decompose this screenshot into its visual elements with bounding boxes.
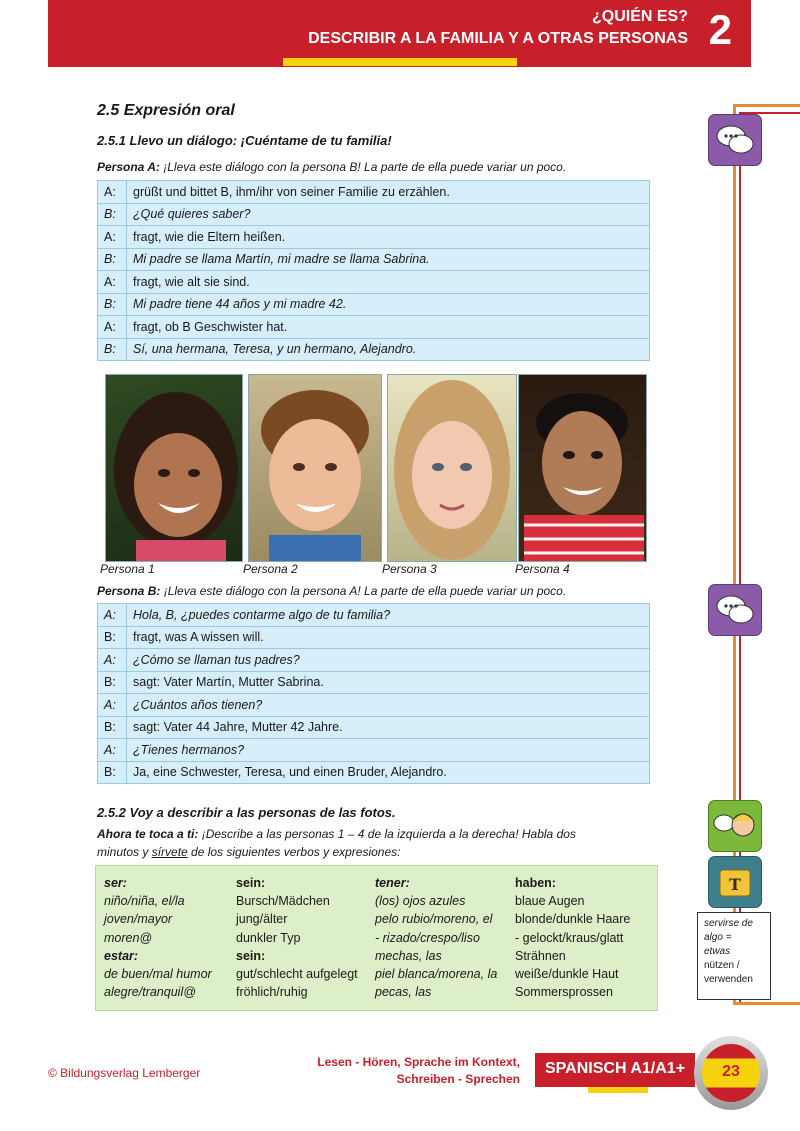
dialog-row [98, 626, 650, 649]
photo-caption: Persona 4 [515, 562, 570, 576]
dialog-line: ¿Qué quieres saber? [127, 203, 650, 226]
speaker: A: [98, 316, 127, 339]
speaker: B: [98, 671, 127, 694]
vocab-verb: ser: [104, 876, 127, 890]
vocab-item: blonde/dunkle Haare [515, 912, 631, 927]
speaker: A: [98, 181, 127, 204]
task-instruction-line2 [97, 845, 401, 859]
subsection-heading-2: 2.5.2 Voy a describir a las personas de las fotos. [97, 805, 396, 820]
subsection-heading-1: 2.5.1 Llevo un diálogo: ¡Cuéntame de tu familia! [97, 133, 392, 148]
dialog-line: fragt, wie alt sie sind. [127, 271, 650, 294]
copyright: © Bildungsverlag Lemberger [48, 1066, 201, 1080]
dialog-row [98, 293, 650, 316]
portrait-man-image [519, 375, 646, 561]
vocab-item: pecas, las [375, 985, 432, 1000]
intro-persona-b [97, 584, 566, 598]
portrait-teen-girl-image [388, 375, 516, 561]
dialog-line: grüßt und bittet B, ihm/ihr von seiner Familie zu erzählen. [127, 181, 650, 204]
vocab-verb: haben: [515, 876, 556, 890]
dialog-line: Ja, eine Schwester, Teresa, und einen Bruder, Alejandro. [127, 761, 650, 784]
dialog-line: sagt: Vater Martín, Mutter Sabrina. [127, 671, 650, 694]
dialog-row [98, 203, 650, 226]
vocab-column-spanish-1 [104, 874, 212, 1001]
note-line: algo = [704, 932, 732, 943]
dialog-row [98, 739, 650, 762]
dialog-row [98, 181, 650, 204]
dialog-line: Mi padre se llama Martín, mi madre se llama Sabrina. [127, 248, 650, 271]
dialog-line: fragt, was A wissen will. [127, 626, 650, 649]
dialog-row [98, 694, 650, 717]
dialog-row [98, 338, 650, 361]
vocab-verb: estar: [104, 948, 139, 963]
vocab-verb: tener: [375, 876, 410, 890]
dialog-line: ¿Cuántos años tienen? [127, 694, 650, 717]
skills-label [317, 1054, 520, 1088]
speaker: A: [98, 226, 127, 249]
vocab-item: mechas, las [375, 948, 442, 963]
portrait-girl-image [106, 375, 242, 561]
speaker: B: [98, 626, 127, 649]
speaker: B: [98, 761, 127, 784]
intro-persona-a [97, 160, 566, 174]
dialog-line: sagt: Vater 44 Jahre, Mutter 42 Jahre. [127, 716, 650, 739]
speaker: A: [98, 649, 127, 672]
dialog-row [98, 671, 650, 694]
vocab-item: Sommersprossen [515, 985, 613, 1000]
skills-line: Schreiben - Sprechen [396, 1072, 520, 1086]
vocab-column-german-2 [515, 874, 630, 1001]
vocab-item: dunkler Typ [236, 930, 301, 945]
dialog-row [98, 271, 650, 294]
skills-line: Lesen - Hören, Sprache im Kontext, [317, 1055, 520, 1069]
dialog-row [98, 604, 650, 627]
brand-accent [588, 1087, 648, 1093]
task-label: Ahora te toca a ti: [97, 827, 199, 841]
speaking-person-icon [708, 800, 762, 852]
puzzle-icon [708, 856, 762, 908]
vocab-item: blaue Augen [515, 894, 585, 909]
photo-persona-1 [105, 374, 243, 562]
speaker: B: [98, 203, 127, 226]
speaker: B: [98, 338, 127, 361]
vocab-item: - gelockt/kraus/glatt [515, 930, 624, 945]
chapter-title-line2: DESCRIBIR A LA FAMILIA Y A OTRAS PERSONAS [308, 30, 688, 47]
chat-icon [708, 114, 762, 166]
dialog-line: Sí, una hermana, Teresa, y un hermano, Alejandro. [127, 338, 650, 361]
note-line: etwas [704, 946, 731, 957]
photo-persona-2 [248, 374, 382, 562]
photo-caption: Persona 3 [382, 562, 437, 576]
task-text: minutos y [97, 845, 152, 859]
section-heading: 2.5 Expresión oral [97, 102, 235, 119]
chapter-number: 2 [708, 6, 732, 53]
page-number: 23 [722, 1063, 740, 1080]
vocab-item: pelo rubio/moreno, el [375, 912, 493, 927]
dialog-row [98, 761, 650, 784]
intro-label: Persona B: [97, 584, 161, 598]
note-line: verwenden [704, 974, 753, 985]
speaker: B: [98, 716, 127, 739]
dialog-line: ¿Cómo se llaman tus padres? [127, 649, 650, 672]
vocab-item: jung/älter [236, 912, 288, 927]
dialog-row [98, 649, 650, 672]
dialog-table-a [97, 180, 650, 361]
speaker: A: [98, 739, 127, 762]
intro-text: ¡Lleva este diálogo con la persona A! La parte de ella puede variar un poco. [160, 584, 567, 598]
speaker: B: [98, 248, 127, 271]
speaker: A: [98, 604, 127, 627]
chat-icon [708, 584, 762, 636]
vocab-item: niño/niña, el/la [104, 894, 185, 909]
speaker: B: [98, 293, 127, 316]
vocab-item: moren@ [104, 930, 153, 945]
dialog-line: Hola, B, ¿puedes contarme algo de tu familia? [127, 604, 650, 627]
task-instruction [97, 827, 576, 841]
vocab-verb: sein: [236, 948, 266, 963]
dialog-row [98, 716, 650, 739]
task-text: de los siguientes verbos y expresiones: [187, 845, 401, 859]
vocab-item: - rizado/crespo/liso [375, 930, 480, 945]
photo-persona-4 [518, 374, 647, 562]
photo-caption: Persona 2 [243, 562, 298, 576]
vocab-item: piel blanca/morena, la [375, 967, 498, 982]
vocab-column-german-1 [236, 874, 358, 1001]
decor-line [733, 104, 800, 107]
vocab-item: joven/mayor [104, 912, 173, 927]
dialog-row [98, 226, 650, 249]
vocab-item: (los) ojos azules [375, 894, 466, 909]
task-keyword: sírvete [151, 845, 188, 859]
vocab-column-spanish-2 [375, 874, 497, 1001]
vocab-item: de buen/mal humor [104, 967, 212, 982]
brand-label: SPANISCH A1/A1+ [545, 1060, 686, 1077]
vocab-note-box [697, 912, 771, 1000]
speaker: A: [98, 271, 127, 294]
speaker: A: [98, 694, 127, 717]
vocab-item: Bursch/Mädchen [236, 894, 330, 909]
dialog-row [98, 316, 650, 339]
chapter-title-line1: ¿QUIÉN ES? [591, 8, 688, 25]
vocab-item: weiße/dunkle Haut [515, 967, 619, 982]
note-line: servirse de [704, 918, 753, 929]
intro-text: ¡Lleva este diálogo con la persona B! La parte de ella puede variar un poco. [159, 160, 567, 174]
header-accent [283, 58, 517, 66]
vocab-verb: sein: [236, 876, 266, 890]
photo-persona-3 [387, 374, 517, 562]
dialog-line: Mi padre tiene 44 años y mi madre 42. [127, 293, 650, 316]
svg-text:T: T [729, 875, 741, 894]
dialog-row [98, 248, 650, 271]
dialog-line: ¿Tienes hermanos? [127, 739, 650, 762]
portrait-boy-image [249, 375, 381, 561]
intro-label: Persona A: [97, 160, 160, 174]
vocabulary-box [95, 865, 658, 1011]
vocab-item: gut/schlecht aufgelegt [236, 967, 358, 982]
vocab-item: alegre/tranquil@ [104, 985, 196, 1000]
dialog-line: fragt, wie die Eltern heißen. [127, 226, 650, 249]
vocab-item: Strähnen [515, 948, 566, 963]
photo-caption: Persona 1 [100, 562, 155, 576]
dialog-table-b [97, 603, 650, 784]
dialog-line: fragt, ob B Geschwister hat. [127, 316, 650, 339]
decor-line [733, 1002, 800, 1005]
vocab-item: fröhlich/ruhig [236, 985, 308, 1000]
note-line: nützen / [704, 960, 740, 971]
task-text: ¡Describe a las personas 1 – 4 de la izquierda a la derecha! Habla dos [198, 827, 576, 841]
